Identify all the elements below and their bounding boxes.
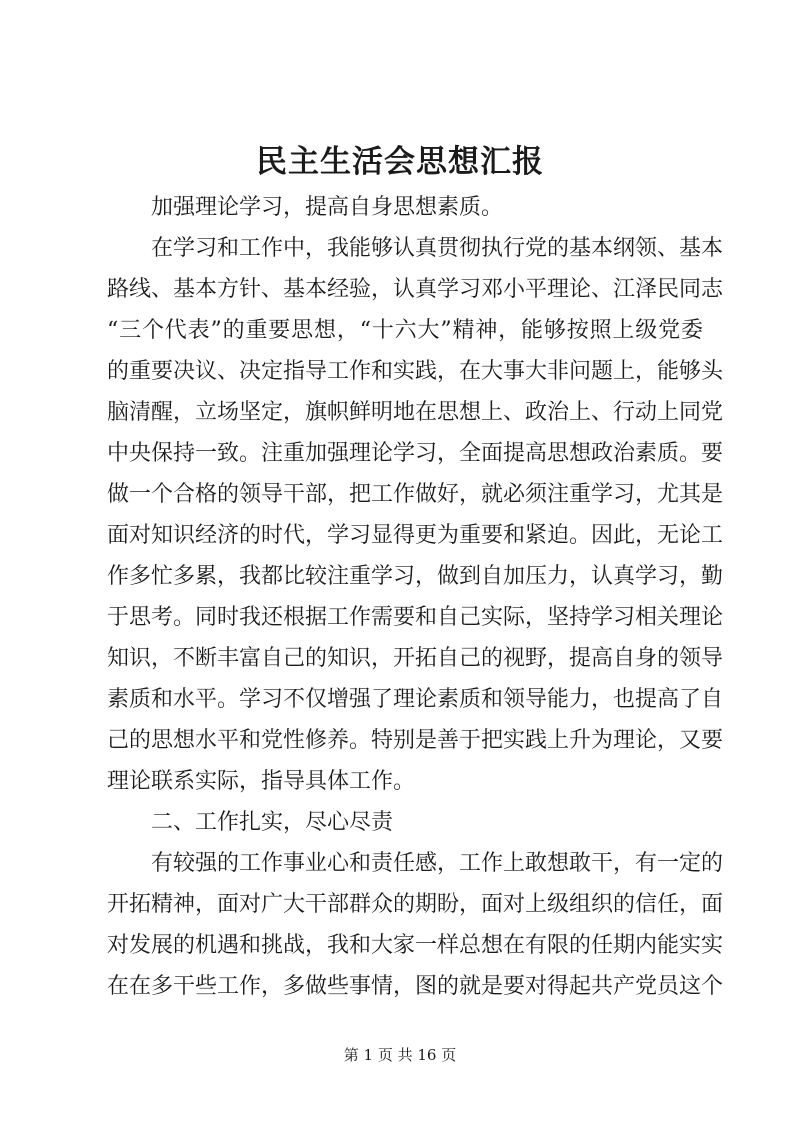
document-title: 民主生活会思想汇报 bbox=[256, 144, 544, 180]
paragraph-line: “三个代表”的重要思想，“十六大”精神，能够按照上级党委 bbox=[107, 318, 703, 343]
paragraph-line: 素质和水平。学习不仅增强了理论素质和领导能力，也提高了自 bbox=[107, 687, 724, 712]
paragraph-line: 开拓精神，面对广大干部群众的期盼，面对上级组织的信任，面 bbox=[107, 892, 724, 917]
paragraph-line: 理论联系实际，指导具体工作。 bbox=[107, 769, 416, 794]
paragraph-line: 做一个合格的领导干部，把工作做好，就必须注重学习，尤其是 bbox=[107, 482, 724, 507]
paragraph-line: 在在多干些工作，多做些事情，图的就是要对得起共产党员这个 bbox=[107, 974, 724, 999]
page-number-footer: 第 1 页 共 16 页 bbox=[343, 1046, 457, 1064]
paragraph-line: 知识，不断丰富自己的知识，开拓自己的视野，提高自身的领导 bbox=[107, 646, 724, 671]
paragraph-line: 作多忙多累，我都比较注重学习，做到自加压力，认真学习，勤 bbox=[107, 564, 724, 589]
paragraph-line: 路线、基本方针、基本经验，认真学习邓小平理论、江泽民同志 bbox=[107, 277, 724, 302]
document-body bbox=[107, 187, 724, 1007]
paragraph-line: 中央保持一致。注重加强理论学习，全面提高思想政治素质。要 bbox=[107, 441, 724, 466]
paragraph-line: 于思考。同时我还根据工作需要和自己实际，坚持学习相关理论 bbox=[107, 605, 724, 630]
section-heading: 二、工作扎实，尽心尽责 bbox=[151, 810, 394, 835]
paragraph-line: 有较强的工作事业心和责任感，工作上敢想敢干，有一定的 bbox=[151, 851, 724, 876]
paragraph-line: 的重要决议、决定指导工作和实践，在大事大非问题上，能够头 bbox=[107, 359, 724, 384]
paragraph-line: 对发展的机遇和挑战，我和大家一样总想在有限的任期内能实实 bbox=[107, 933, 724, 958]
paragraph-line: 己的思想水平和党性修养。特别是善于把实践上升为理论，又要 bbox=[107, 728, 724, 753]
paragraph-line: 面对知识经济的时代，学习显得更为重要和紧迫。因此，无论工 bbox=[107, 523, 724, 548]
section-heading: 加强理论学习，提高自身思想素质。 bbox=[151, 195, 504, 220]
paragraph-line: 在学习和工作中，我能够认真贯彻执行党的基本纲领、基本 bbox=[151, 236, 724, 261]
paragraph-line: 脑清醒，立场坚定，旗帜鲜明地在思想上、政治上、行动上同党 bbox=[107, 400, 724, 425]
